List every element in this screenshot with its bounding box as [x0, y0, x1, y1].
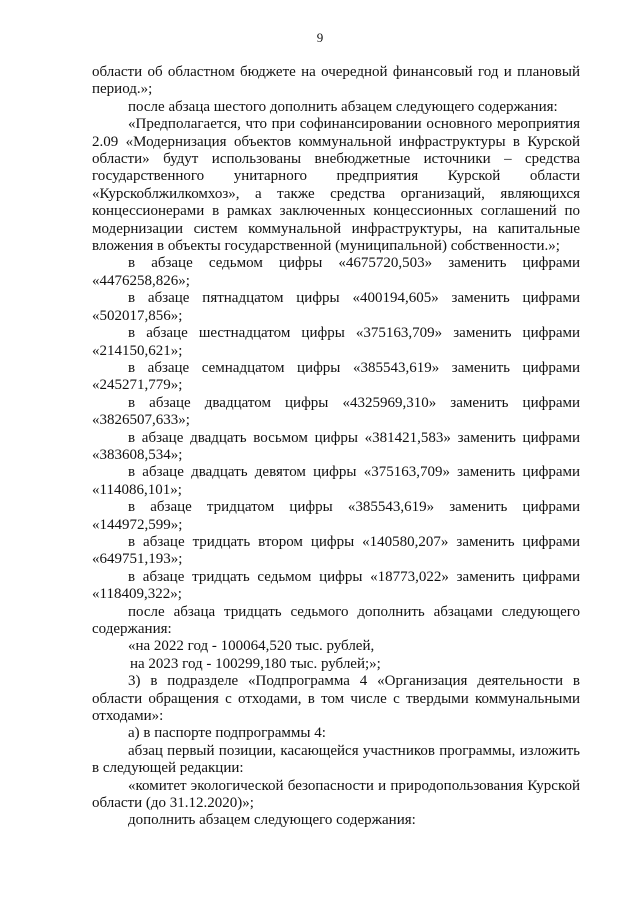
paragraph: а) в паспорте подпрограммы 4:	[128, 725, 326, 742]
paragraph: в абзаце тридцать втором цифры «140580,207» заменить цифрами «649751,193»;	[92, 533, 580, 568]
paragraph: в абзаце тридцатом цифры «385543,619» заменить цифрами «144972,599»;	[92, 499, 580, 533]
paragraph: в абзаце шестнадцатом цифры «375163,709» заменить цифрами «214150,621»;	[92, 325, 580, 359]
page-number: 9	[316, 30, 324, 45]
paragraph: в абзаце седьмом цифры «4675720,503» заменить цифрами «4476258,826»;	[92, 255, 580, 289]
paragraph: дополнить абзацем следующего содержания:	[128, 812, 416, 829]
paragraph: в абзаце двадцатом цифры «4325969,310» заменить цифрами «3826507,633»;	[92, 394, 580, 429]
paragraph: в абзаце тридцать седьмом цифры «18773,022» заменить цифрами «118409,322»;	[92, 568, 580, 603]
paragraph: после абзаца шестого дополнить абзацем следующего содержания:	[128, 98, 558, 115]
paragraph: области об областном бюджете на очередной финансовый год и плановый период.»;	[92, 64, 580, 98]
paragraph: на 2023 год - 100299,180 тыс. рублей;»;	[130, 655, 381, 672]
document-body	[92, 64, 580, 830]
paragraph: в абзаце двадцать восьмом цифры «381421,583» заменить цифрами «383608,534»;	[92, 429, 580, 463]
paragraph: в абзаце двадцать девятом цифры «375163,709» заменить цифрами «114086,101»;	[92, 464, 580, 498]
paragraph: 3) в подразделе «Подпрограмма 4 «Организация деятельности в области обращения с отходами, в том числе с твердыми коммунальными отходами»:	[92, 673, 580, 725]
paragraph: «комитет экологической безопасности и природопользования Курской области (до 31.12.2020)»;	[92, 777, 580, 812]
paragraph: в абзаце пятнадцатом цифры «400194,605» заменить цифрами «502017,856»;	[92, 290, 580, 324]
paragraph: после абзаца тридцать седьмого дополнить абзацами следующего содержания:	[92, 603, 580, 637]
paragraph: «Предполагается, что при софинансировании основного мероприятия 2.09 «Модернизация объектов коммунальной инфраструктуры в Курской области» будут использованы внебюджетные источники – средства государственного унитарного предприятия Курской области «Курскоблжилкомхоз», а также средства организаций, являющихся концессионерами в рамках заключенных концессионных соглашений по модернизации систем коммунальной инфраструктуры, на капитальные вложения в объекты государственной (муниципальной) собственности.»;	[92, 116, 580, 255]
paragraph: в абзаце семнадцатом цифры «385543,619» заменить цифрами «245271,779»;	[92, 359, 580, 394]
paragraph: «на 2022 год - 100064,520 тыс. рублей,	[128, 638, 375, 655]
paragraph: абзац первый позиции, касающейся участников программы, изложить в следующей редакции:	[92, 742, 580, 777]
